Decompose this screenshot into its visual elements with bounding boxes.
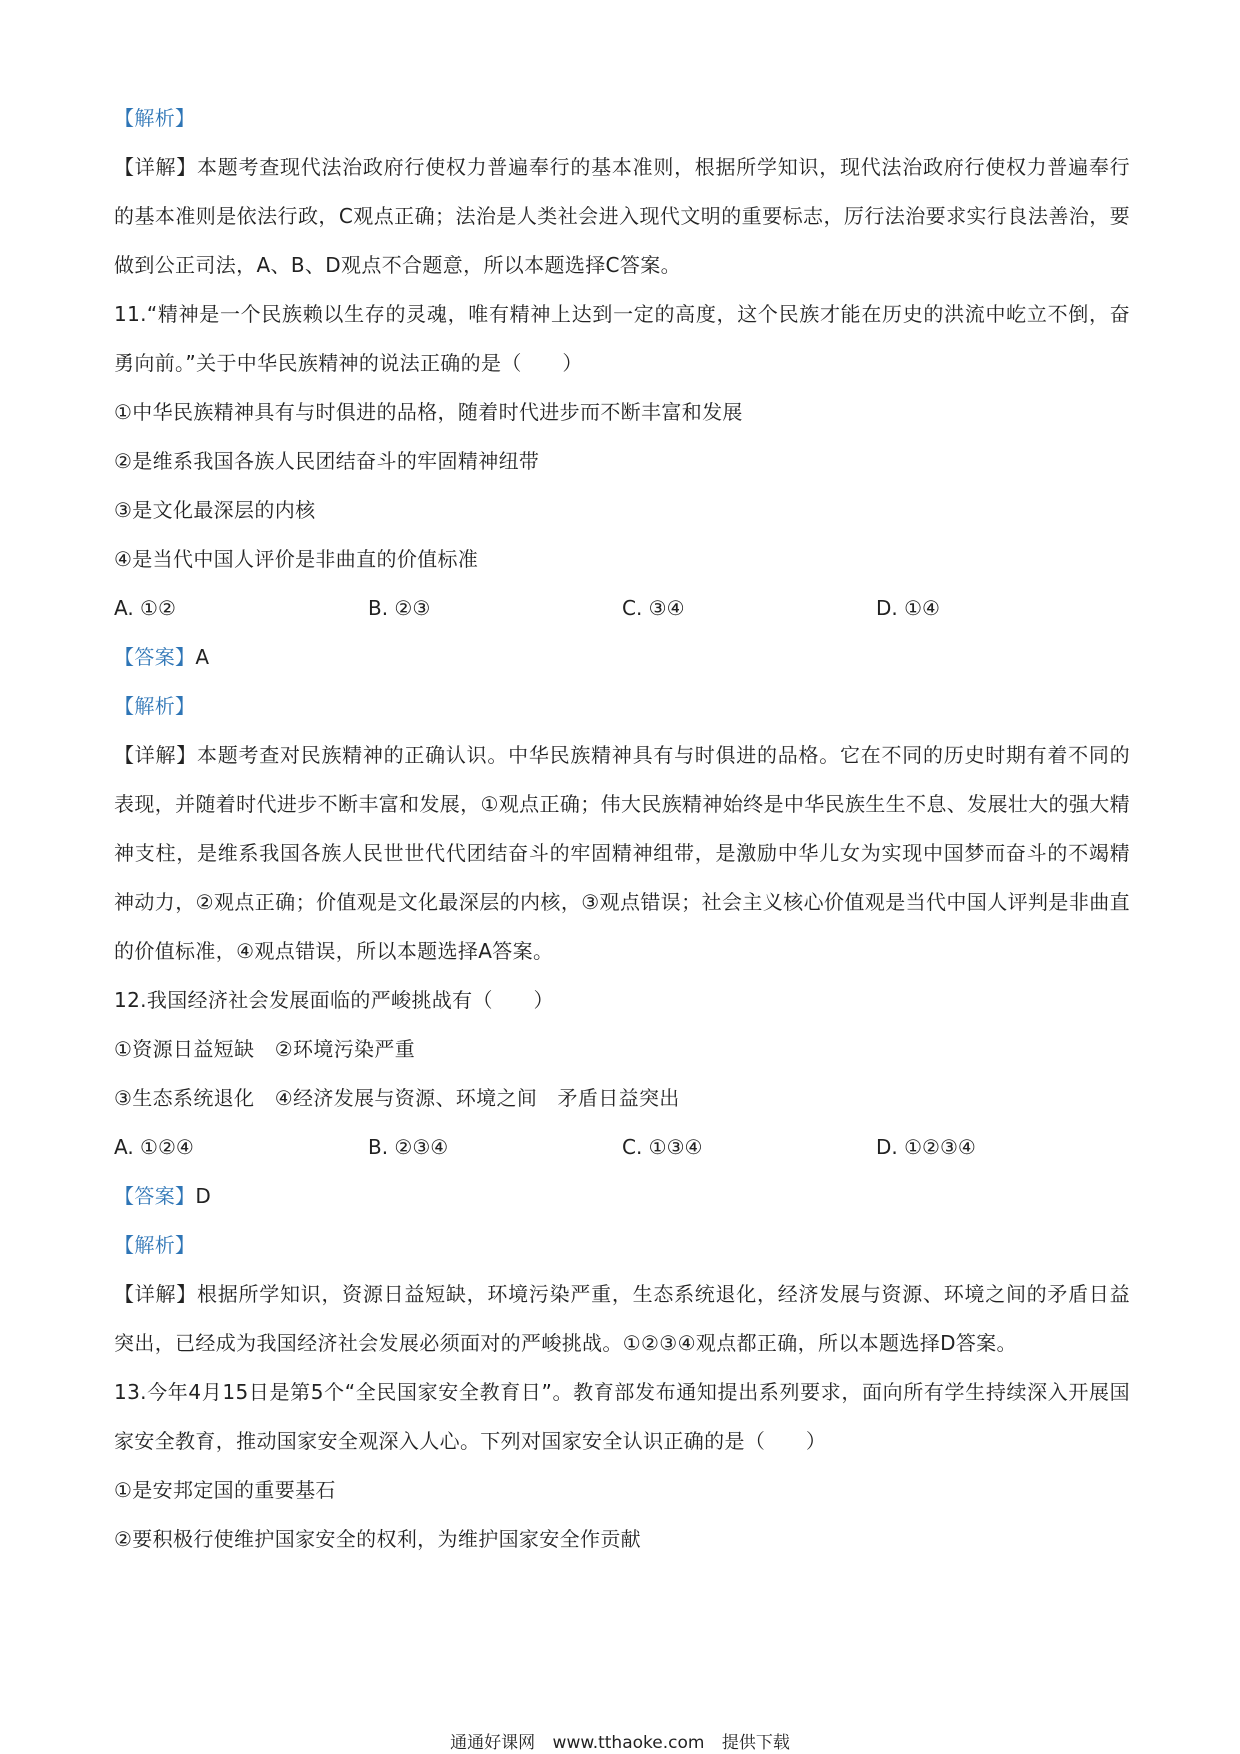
q11-option-b: B. ②③ <box>368 596 431 620</box>
answer-tag: 【答案】 <box>114 645 196 669</box>
q11-answer <box>114 633 1130 682</box>
q12-options <box>114 1123 1130 1172</box>
analysis-tag: 【解析】 <box>114 1233 196 1257</box>
q11-options <box>114 584 1130 633</box>
footer-url[interactable]: www.tthaoke.com <box>552 1733 705 1753</box>
q11-question: 11.“精神是一个民族赖以生存的灵魂，唯有精神上达到一定的高度，这个民族才能在历史的洪流中屹立不倒，奋勇向前。”关于中华民族精神的说法正确的是（ ） <box>114 302 1130 375</box>
q12-statement-2: ③生态系统退化 ④经济发展与资源、环境之间 矛盾日益突出 <box>114 1086 680 1110</box>
document-content <box>114 94 1130 1564</box>
answer-tag: 【答案】 <box>114 1184 196 1208</box>
q12-detail <box>114 1270 1130 1368</box>
q11-detail-text: 本题考查对民族精神的正确认识。中华民族精神具有与时俱进的品格。它在不同的历史时期有着不同的表现，并随着时代进步不断丰富和发展，①观点正确；伟大民族精神始终是中华民族生生不息、发展壮大的强大精神支柱，是维系我国各族人民世世代代团结奋斗的牢固精神组带，是激励中华儿女为实现中国梦而奋斗的不竭精神动力，②观点正确；价值观是文化最深层的内核，③观点错误；社会主义核心价值观是当代中国人评判是非曲直的价值标准，④观点错误，所以本题选择A答案。 <box>114 743 1131 963</box>
footer-site-name: 通通好课网 <box>450 1733 536 1753</box>
q11-statement-3: ③是文化最深层的内核 <box>114 498 316 522</box>
q12-option-b: B. ②③④ <box>368 1135 449 1159</box>
detail-tag: 【详解】 <box>114 743 197 767</box>
detail-tag: 【详解】 <box>114 155 197 179</box>
q11-option-a: A. ①② <box>114 596 176 620</box>
q11-option-d: D. ①④ <box>876 596 940 620</box>
q12-option-a: A. ①②④ <box>114 1135 194 1159</box>
q12-option-d: D. ①②③④ <box>876 1135 976 1159</box>
q12-statement-1: ①资源日益短缺 ②环境污染严重 <box>114 1037 416 1061</box>
q13-statement-2: ②要积极行使维护国家安全的权利，为维护国家安全作贡献 <box>114 1527 642 1551</box>
q11-detail <box>114 731 1130 976</box>
q12-answer-value: D <box>195 1184 212 1208</box>
q11-answer-value: A <box>195 645 210 669</box>
q11-option-c: C. ③④ <box>622 596 685 620</box>
q10-detail-text: 本题考查现代法治政府行使权力普遍奉行的基本准则，根据所学知识，现代法治政府行使权力普遍奉行的基本准则是依法行政，C观点正确；法治是人类社会进入现代文明的重要标志，厉行法治要求实行良法善治，要做到公正司法，A、B、D观点不合题意，所以本题选择C答案。 <box>114 155 1131 277</box>
detail-tag: 【详解】 <box>114 1282 197 1306</box>
q12-detail-text: 根据所学知识，资源日益短缺，环境污染严重，生态系统退化，经济发展与资源、环境之间的矛盾日益突出，已经成为我国经济社会发展必须面对的严峻挑战。①②③④观点都正确，所以本题选择D答案。 <box>114 1282 1131 1355</box>
q12-option-c: C. ①③④ <box>622 1135 703 1159</box>
q11-statement-4: ④是当代中国人评价是非曲直的价值标准 <box>114 547 479 571</box>
page-footer <box>0 1728 1240 1753</box>
q11-statement-2: ②是维系我国各族人民团结奋斗的牢固精神纽带 <box>114 449 540 473</box>
analysis-tag: 【解析】 <box>114 694 196 718</box>
q13-question: 13.今年4月15日是第5个“全民国家安全教育日”。教育部发布通知提出系列要求，面向所有学生持续深入开展国家安全教育，推动国家安全观深入人心。下列对国家安全认识正确的是（ ） <box>114 1380 1130 1453</box>
analysis-tag: 【解析】 <box>114 106 196 130</box>
footer-note: 提供下载 <box>721 1733 790 1753</box>
q10-detail <box>114 143 1130 290</box>
q12-answer <box>114 1172 1130 1221</box>
q13-statement-1: ①是安邦定国的重要基石 <box>114 1478 336 1502</box>
q12-question: 12.我国经济社会发展面临的严峻挑战有（ ） <box>114 988 554 1012</box>
q11-statement-1: ①中华民族精神具有与时俱进的品格，随着时代进步而不断丰富和发展 <box>114 400 743 424</box>
